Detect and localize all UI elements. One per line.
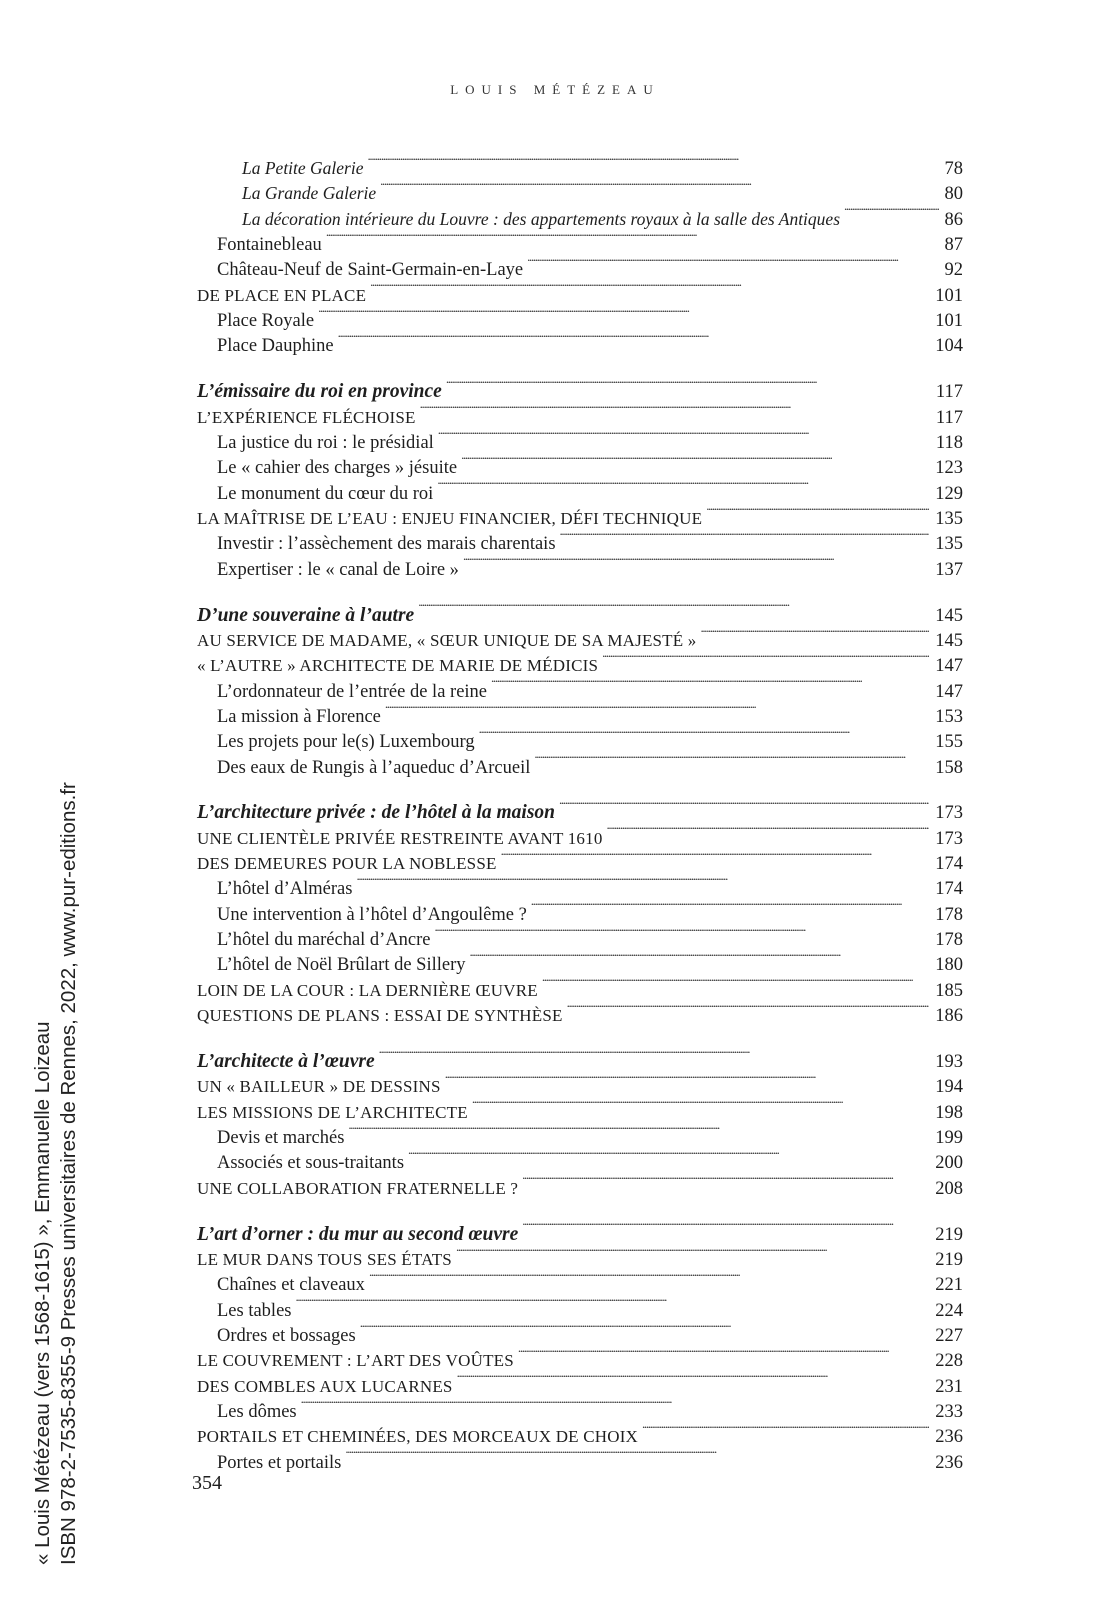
toc-subsection-row — [197, 149, 963, 179]
toc-entry-page: 173 — [935, 828, 963, 849]
toc-entry-title: Fontainebleau — [217, 235, 322, 256]
toc-entry-page: 236 — [935, 1427, 963, 1448]
toc-entry-title: L’hôtel de Noël Brûlart de Sillery — [217, 955, 466, 976]
side-note-line-1: « Louis Métézeau (vers 1568-1615) », Emmanuelle Loizeau — [31, 1021, 54, 1565]
dot-leader — [326, 225, 939, 250]
toc-entry-page: 178 — [935, 904, 963, 925]
dot-leader — [296, 1291, 930, 1316]
dot-leader — [457, 1367, 930, 1392]
page-number: 354 — [192, 1472, 222, 1494]
dot-leader — [501, 844, 930, 869]
toc-entry-title: Place Royale — [217, 311, 315, 332]
toc-entry-title: L’architecture privée : de l’hôtel à la maison — [197, 802, 555, 824]
toc-entry-page: 200 — [935, 1153, 963, 1174]
toc-entry-title: L’architecte à l’œuvre — [197, 1051, 375, 1072]
toc-entry-title: DE PLACE EN PLACE — [197, 285, 367, 305]
toc-entry-title: Les dômes — [217, 1401, 297, 1422]
toc-entry-page: 129 — [935, 483, 963, 504]
toc-entry-title: L’hôtel d’Alméras — [217, 879, 353, 900]
toc-entry-title: L’ordonnateur de l’entrée de la reine — [217, 681, 488, 702]
toc-entry-page: 145 — [935, 605, 963, 626]
dot-leader — [370, 276, 929, 301]
toc-entry-title: Expertiser : le « canal de Loire » — [217, 559, 459, 580]
dot-leader — [435, 920, 930, 945]
dot-leader — [472, 1093, 929, 1118]
toc-entry-title: Le monument du cœur du roi — [217, 483, 434, 504]
dot-leader — [701, 621, 930, 646]
toc-entry-page: 145 — [935, 630, 963, 651]
dot-leader — [445, 1067, 930, 1092]
toc-entry-title: UNE COLLABORATION FRATERNELLE ? — [197, 1178, 519, 1198]
toc-chapter-row — [197, 596, 963, 626]
toc-entry-page: 173 — [935, 803, 963, 824]
toc-entry-title: LA MAÎTRISE DE L’EAU : ENJEU FINANCIER, DÉFI TECHNIQUE — [197, 508, 703, 528]
toc-entry-page: 87 — [944, 235, 963, 256]
toc-entry-title: Une intervention à l’hôtel d’Angoulême ? — [217, 904, 527, 925]
dot-leader — [607, 819, 930, 844]
toc-entry-page: 135 — [935, 534, 963, 555]
toc-entry-page: 123 — [935, 458, 963, 479]
dot-leader — [463, 550, 929, 575]
toc-subsection-row — [197, 1291, 963, 1321]
toc-entry-page: 193 — [935, 1052, 963, 1072]
toc-entry-page: 86 — [944, 209, 963, 230]
toc-entry-page: 78 — [944, 159, 963, 179]
dot-leader — [534, 748, 929, 773]
dot-leader — [318, 301, 929, 326]
toc-entry-title: LE MUR DANS TOUS SES ÉTATS — [197, 1249, 452, 1269]
dot-leader — [446, 372, 930, 397]
dot-leader — [567, 996, 930, 1021]
toc-entry-title: DES COMBLES AUX LUCARNES — [197, 1376, 453, 1396]
toc-entry-page: 147 — [935, 656, 963, 677]
toc-entry-title: Portes et portails — [217, 1452, 342, 1473]
toc-entry-page: 228 — [935, 1351, 963, 1372]
dot-leader — [379, 1042, 930, 1067]
toc-entry-title: QUESTIONS DE PLANS : ESSAI DE SYNTHÈSE — [197, 1006, 563, 1026]
dot-leader — [542, 971, 929, 996]
toc-entry-page: 180 — [935, 955, 963, 976]
dot-leader — [479, 722, 930, 747]
dot-leader — [560, 524, 930, 549]
dot-leader — [348, 1118, 929, 1143]
dot-leader — [356, 869, 929, 894]
toc-entry-title: La Grande Galerie — [242, 183, 377, 204]
toc-entry-page: 158 — [935, 757, 963, 778]
toc-entry-page: 208 — [935, 1178, 963, 1199]
toc-entry-page: 186 — [935, 1006, 963, 1027]
toc-chapter-row — [197, 1042, 963, 1072]
toc-entry-title: Investir : l’assèchement des marais charentais — [217, 534, 556, 555]
toc-entry-title: « L’AUTRE » ARCHITECTE DE MARIE DE MÉDICIS — [197, 656, 599, 676]
toc-entry-title: L’art d’orner : du mur au second œuvre — [197, 1223, 519, 1245]
toc-subsection-row — [197, 1392, 963, 1422]
dot-leader — [706, 499, 929, 524]
toc-entry-page: 117 — [935, 407, 963, 428]
dot-leader — [602, 646, 929, 671]
toc-entry-page: 117 — [935, 382, 963, 403]
toc-entry-title: UNE CLIENTÈLE PRIVÉE RESTREINTE AVANT 1610 — [197, 828, 603, 848]
dot-leader — [642, 1417, 929, 1442]
toc-entry-page: 101 — [935, 311, 963, 332]
toc-section-row — [197, 1417, 963, 1448]
toc-entry-page: 135 — [935, 508, 963, 529]
toc-entry-title: La justice du roi : le présidial — [217, 432, 434, 453]
toc-entry-page: 224 — [935, 1300, 963, 1321]
toc-entry-title: Les projets pour le(s) Luxembourg — [217, 732, 475, 753]
toc-chapter-row — [197, 372, 963, 403]
dot-leader — [420, 398, 930, 423]
dot-leader — [301, 1392, 930, 1417]
dot-leader — [418, 596, 929, 621]
toc-entry-title: Les tables — [217, 1300, 292, 1321]
toc-entry-title: LES MISSIONS DE L’ARCHITECTE — [197, 1102, 468, 1122]
toc-entry-page: 174 — [935, 854, 963, 875]
toc-entry-page: 101 — [935, 285, 963, 306]
toc-entry-title: LOIN DE LA COUR : LA DERNIÈRE ŒUVRE — [197, 980, 538, 1000]
dot-leader — [844, 200, 939, 225]
dot-leader — [438, 423, 930, 448]
toc-entry-title: La décoration intérieure du Louvre : des appartements royaux à la salle des Antiques — [242, 208, 840, 229]
toc-entry-page: 233 — [935, 1401, 963, 1422]
toc-entry-page: 118 — [935, 432, 963, 453]
toc-entry-title: L’hôtel du maréchal d’Ancre — [217, 930, 431, 951]
toc-entry-title: Ordres et bossages — [217, 1325, 356, 1346]
toc-entry-page: 231 — [935, 1376, 963, 1397]
dot-leader — [527, 250, 938, 275]
toc-entry-title: AU SERVICE DE MADAME, « SŒUR UNIQUE DE SA MAJESTÉ » — [197, 630, 697, 650]
side-note — [30, 782, 82, 1565]
toc-entry-page: 155 — [935, 732, 963, 753]
toc-entry-title: Associés et sous-traitants — [217, 1153, 405, 1174]
toc-entry-page: 219 — [935, 1249, 963, 1270]
dot-leader — [338, 326, 930, 351]
toc-entry-title: DES DEMEURES POUR LA NOBLESSE — [197, 854, 497, 874]
toc-chapter-row — [197, 793, 963, 824]
toc-subsection-row — [197, 1316, 963, 1346]
toc-chapter-row — [197, 1215, 963, 1245]
dot-leader — [491, 672, 929, 697]
dot-leader — [380, 174, 938, 199]
toc-entry-page: 221 — [935, 1275, 963, 1296]
dot-leader — [470, 945, 930, 970]
toc-entry-page: 153 — [935, 706, 963, 727]
toc-entry-page: 174 — [935, 879, 963, 900]
table-of-contents — [197, 149, 963, 1473]
dot-leader — [522, 1169, 929, 1194]
dot-leader — [345, 1443, 929, 1468]
toc-entry-title: Devis et marchés — [217, 1128, 345, 1149]
dot-leader — [456, 1240, 929, 1265]
side-note-line-2: ISBN 978-2-7535-8355-9 Presses universitaires de Rennes, 2022, www.pur-editions.fr — [57, 782, 80, 1565]
toc-entry-title: PORTAILS ET CHEMINÉES, DES MORCEAUX DE CHOIX — [197, 1427, 639, 1447]
dot-leader — [360, 1316, 930, 1341]
toc-entry-title: D’une souveraine à l’autre — [197, 604, 415, 626]
toc-entry-page: 178 — [935, 930, 963, 951]
dot-leader — [559, 793, 929, 818]
toc-entry-page: 104 — [935, 336, 963, 357]
toc-entry-title: L’EXPÉRIENCE FLÉCHOISE — [197, 407, 416, 427]
dot-leader — [369, 1265, 929, 1290]
toc-entry-title: L’émissaire du roi en province — [197, 381, 442, 403]
toc-entry-page: 185 — [935, 980, 963, 1001]
toc-entry-title: La Petite Galerie — [242, 158, 364, 178]
toc-entry-title: La mission à Florence — [217, 706, 381, 727]
toc-entry-page: 147 — [935, 681, 963, 702]
toc-entry-page: 194 — [935, 1077, 963, 1098]
toc-entry-page: 137 — [935, 559, 963, 580]
dot-leader — [531, 895, 929, 920]
dot-leader — [437, 474, 929, 499]
toc-entry-page: 236 — [935, 1452, 963, 1473]
toc-entry-title: UN « BAILLEUR » DE DESSINS — [197, 1077, 441, 1097]
running-head: LOUIS MÉTÉZEAU — [450, 82, 660, 97]
toc-entry-title: Château-Neuf de Saint-Germain-en-Laye — [217, 260, 524, 281]
dot-leader — [461, 448, 929, 473]
toc-entry-title: Des eaux de Rungis à l’aqueduc d’Arcueil — [217, 757, 531, 778]
toc-entry-title: Place Dauphine — [217, 336, 334, 357]
toc-entry-page: 219 — [935, 1224, 963, 1245]
toc-entry-page: 198 — [935, 1102, 963, 1123]
toc-entry-title: Le « cahier des charges » jésuite — [217, 458, 458, 479]
dot-leader — [385, 697, 929, 722]
dot-leader — [408, 1143, 929, 1168]
dot-leader — [368, 149, 939, 174]
toc-entry-title: LE COUVREMENT : L’ART DES VOÛTES — [197, 1351, 514, 1371]
toc-entry-title: Chaînes et claveaux — [217, 1275, 365, 1296]
toc-entry-page: 199 — [935, 1128, 963, 1149]
toc-entry-page: 92 — [944, 260, 963, 281]
toc-entry-page: 227 — [935, 1325, 963, 1346]
toc-entry-page: 80 — [944, 184, 963, 205]
dot-leader — [518, 1341, 929, 1366]
dot-leader — [522, 1215, 929, 1240]
